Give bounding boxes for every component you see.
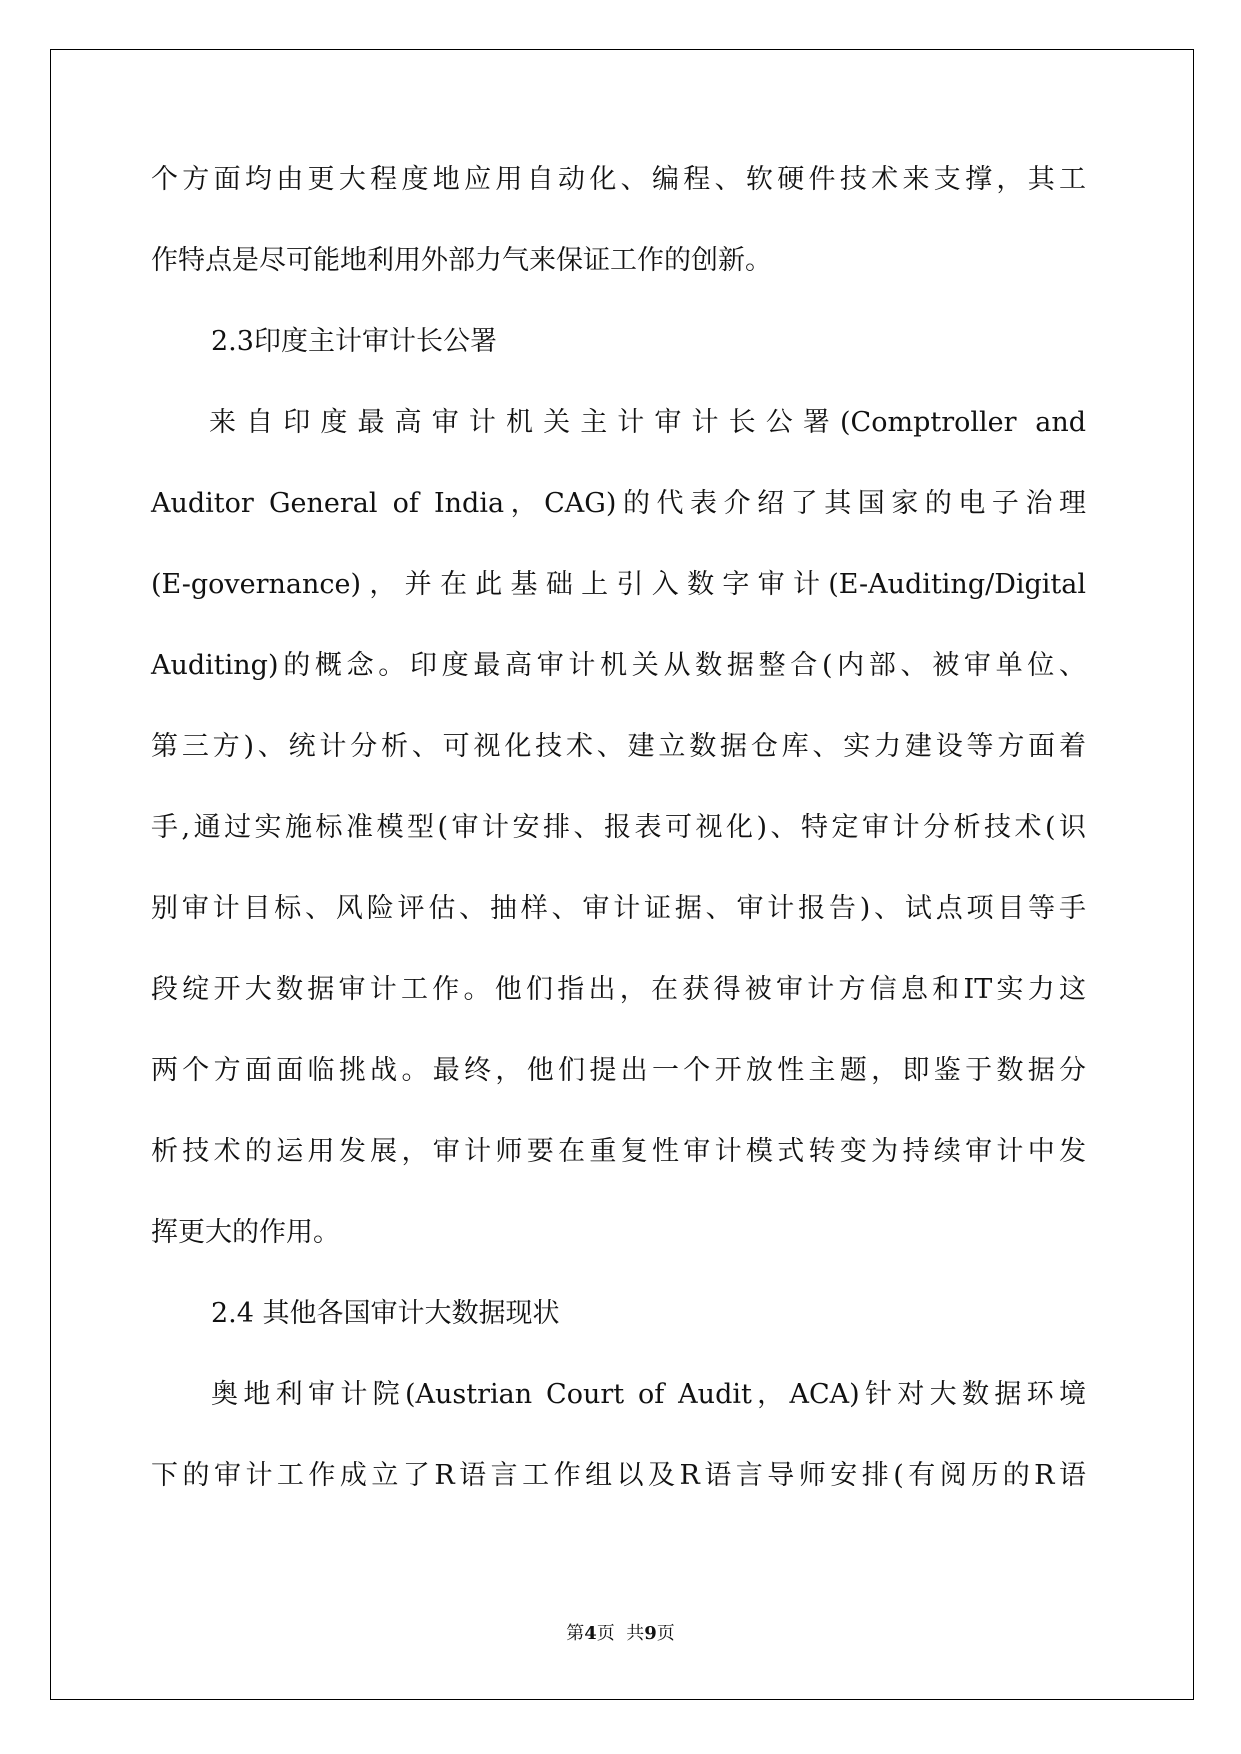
total-page-number: 9 [644,1623,657,1644]
body-line: 挥更大的作用。 [151,1217,340,1248]
footer-mid: 页 共 [596,1623,645,1644]
body-line: (E-governance)，并在此基础上引入数字审计(E-Auditing/Digital [151,569,1086,600]
page-footer [0,1619,1241,1645]
body-line: 第三方)、统计分析、可视化技术、建立数据仓库、实力建设等方面着 [151,731,1086,762]
document-body [151,162,1086,1539]
body-line: 奥地利审计院(Austrian Court of Audit，ACA)针对大数据环境 [211,1379,1086,1410]
body-line: 两个方面面临挑战。最终，他们提出一个开放性主题，即鉴于数据分 [151,1055,1086,1086]
body-line: 个方面均由更大程度地应用自动化、编程、软硬件技术来支撑，其工 [151,164,1086,195]
body-line: 来自印度最高审计机关主计审计长公署(Comptroller and [209,407,1086,438]
section-heading: 2.3印度主计审计长公署 [211,326,497,357]
footer-prefix: 第 [566,1623,585,1644]
footer-suffix: 页 [656,1623,675,1644]
body-line: 下的审计工作成立了R语言工作组以及R语言导师安排(有阅历的R语 [151,1460,1086,1491]
current-page-number: 4 [584,1623,597,1644]
body-line: 段绽开大数据审计工作。他们指出，在获得被审计方信息和IT实力这 [151,974,1086,1005]
section-heading: 2.4 其他各国审计大数据现状 [211,1298,560,1329]
body-line: 手,通过实施标准模型(审计安排、报表可视化)、特定审计分析技术(识 [151,812,1086,843]
body-line: Auditor General of India，CAG)的代表介绍了其国家的电子治理 [151,488,1086,519]
body-line: Auditing)的概念。印度最高审计机关从数据整合(内部、被审单位、 [151,650,1086,681]
body-line: 别审计目标、风险评估、抽样、审计证据、审计报告)、试点项目等手 [151,893,1086,924]
body-line: 作特点是尽可能地利用外部力气来保证工作的创新。 [151,245,772,276]
body-line: 析技术的运用发展，审计师要在重复性审计模式转变为持续审计中发 [151,1136,1086,1167]
